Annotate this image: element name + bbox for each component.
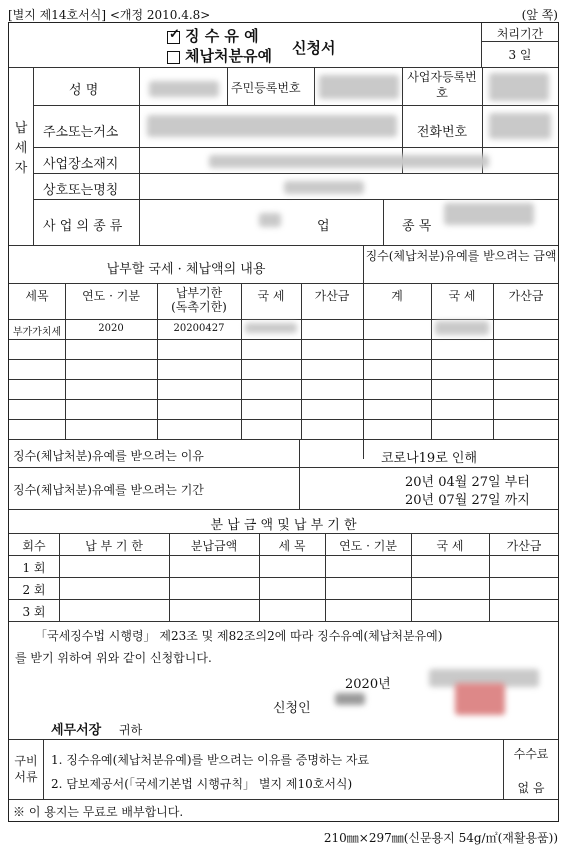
phone-redacted [489,113,551,139]
documents-label: 구비서류 [14,754,38,784]
ith-due: 납 부 기 한 [85,539,143,553]
th-tax-item: 세목 [25,289,49,303]
business-type-redacted [259,213,281,227]
recipient-office: 세무서장 [51,723,102,738]
biz-reg-no-redacted [489,73,549,101]
document-item-2: 2. 담보제공서(「국세기본법 시행규칙」 별지 제10호서식) [51,777,353,791]
th-year: 연도 · 기분 [82,289,140,303]
period-from: 20년 04월 27일 부터 [405,475,530,490]
paper-spec: 210㎜×297㎜(신문용지 54g/㎡(재활용품)) [323,831,558,845]
fee-value: 없 음 [517,781,545,795]
form-title: 신청서 [292,39,336,57]
applicant-name-redacted [335,693,365,705]
row1-tax-redacted [245,323,297,333]
th-deferral-national-tax: 국 세 [448,289,476,303]
taxpayer-side-label: 납세자 [14,121,28,176]
recipient-honorific: 귀하 [119,723,143,737]
reason-value: 코로나19로 인해 [380,451,478,466]
row1-year: 2020 [98,323,124,334]
address-label: 주소또는거소 [43,125,119,140]
deferral-amount-title: 징수(체납처분)유예를 받으려는 금액 [365,249,557,263]
document-item-1: 1. 징수유예(체납처분유예)를 받으려는 이유를 증명하는 자료 [51,753,370,767]
installment-round-3: 3 회 [22,605,46,619]
th-deferral-surcharge: 가산금 [508,289,544,303]
ith-tax-item: 세 목 [278,539,306,553]
installment-round-2: 2 회 [22,583,46,597]
th-total: 계 [391,289,403,303]
row1-tax-item: 부가가치세 [12,327,62,338]
installment-round-1: 1 회 [22,561,46,575]
statement-line-2: 를 받기 위하여 위와 같이 신청합니다. [15,651,212,665]
th-surcharge: 가산금 [314,289,350,303]
resident-no-redacted [319,75,399,99]
ith-round: 회수 [22,539,46,553]
row1-deferral-redacted [435,321,489,335]
period-label: 징수(체납처분)유예를 받으려는 기간 [13,483,204,497]
period-to: 20년 07월 27일 까지 [405,493,530,508]
item-redacted [444,203,534,225]
business-address-redacted [209,155,489,168]
row1-due: 20200427 [173,323,225,334]
trade-name-redacted [284,181,364,194]
trade-name-label: 상호또는명칭 [43,183,119,198]
statement-line-1: 「국세징수법 시행령」 제23조 및 제82조의2에 따라 징수유예(체납처분유예) [35,629,443,643]
address-redacted [147,115,397,137]
resident-no-label: 주민등록번호 [231,81,301,95]
free-distribution-note: ※ 이 용지는 무료로 배부합니다. [13,805,184,819]
business-address-label: 사업장소재지 [43,157,119,172]
reason-label: 징수(체납처분)유예를 받으려는 이유 [13,449,204,463]
page-side: (앞 쪽) [521,8,558,22]
checkbox-empty-icon[interactable] [167,51,180,64]
ith-year: 연도 · 기분 [339,539,397,553]
phone-label: 전화번호 [416,125,468,140]
biz-reg-no-label: 사업자등록번호 [407,70,477,100]
name-label: 성 명 [69,83,99,98]
application-form [8,22,559,822]
th-national-tax: 국 세 [257,289,285,303]
tax-content-title: 납부할 국세 · 체납액의 내용 [106,262,266,277]
application-year: 2020년 [345,677,391,692]
option-deferral[interactable]: ✓징 수 유 예 [167,25,259,46]
checkbox-checked-icon[interactable] [167,31,180,44]
seal-stamp [455,683,505,715]
th-due-date: 납부기한 (독촉기한) [171,286,227,314]
fee-label: 수수료 [513,747,549,761]
item-label: 종 목 [402,219,432,234]
option-disposition-deferral[interactable]: 체납처분유예 [167,45,272,66]
processing-period-value: 3 일 [508,48,532,62]
applicant-label: 신청인 [273,701,311,716]
ith-amount: 분납금액 [190,539,238,553]
processing-period-label: 처리기간 [496,27,544,41]
business-type-suffix: 업 [317,219,330,234]
business-type-label: 사 업 의 종 류 [43,219,123,234]
ith-national-tax: 국 세 [436,539,464,553]
name-redacted [149,81,219,97]
installment-title: 분 납 금 액 및 납 부 기 한 [210,518,357,533]
form-number: [별지 제14호서식] <개정 2010.4.8> [8,8,211,22]
ith-surcharge: 가산금 [506,539,542,553]
